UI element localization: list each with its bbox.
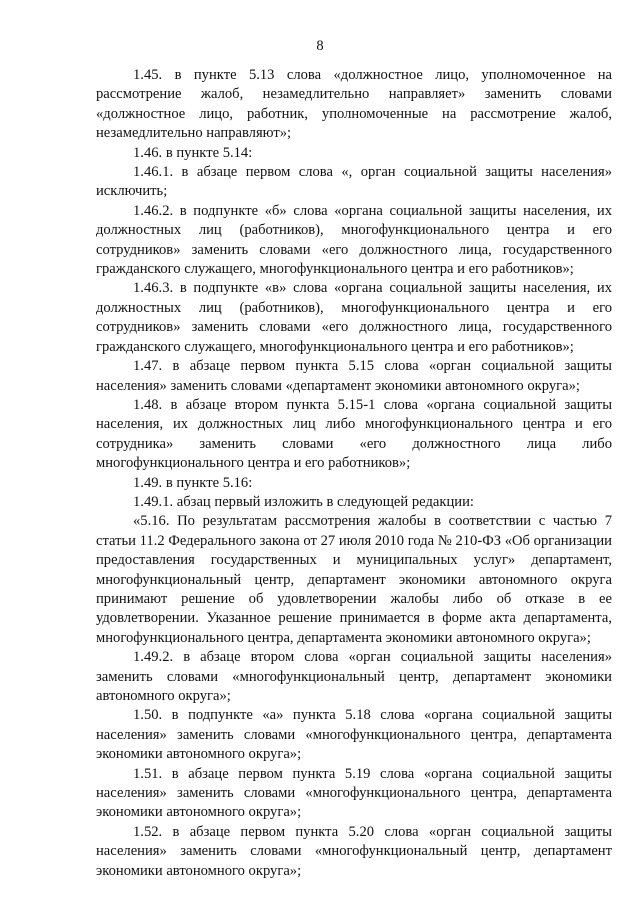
paragraph-1-46-1: 1.46.1. в абзаце первом слова «, орган социальной защиты населения» исключить;: [96, 164, 612, 200]
paragraph-1-50: 1.50. в подпункте «а» пункта 5.18 слова «органа социальной защиты населения» заменить словами «многофункционального центра, департамента экономики автономного округа»;: [96, 707, 612, 763]
paragraph-5-16-quote: «5.16. По результатам рассмотрения жалобы в соответствии с частью 7 статьи 11.2 Федерального закона от 27 июля 2010 года № 210-ФЗ «Об организации предоставления государственных и муниципальных услуг» департамент, многофункциональный центр, департамент экономики автономного округа принимают решение об удовлетворении жалобы либо об отказе в ее удовлетворении. Указанное решение принимается в форме акта департамента, многофункционального центра, департамента экономики автономного округа»;: [96, 513, 612, 646]
paragraph-1-47: 1.47. в абзаце первом пункта 5.15 слова «орган социальной защиты населения» заменить словами «департамент экономики автономного округа»;: [96, 358, 612, 394]
paragraph-1-52: 1.52. в абзаце первом пункта 5.20 слова «орган социальной защиты населения» заменить словами «многофункциональный центр, департамент экономики автономного округа»;: [96, 823, 612, 879]
document-body: [96, 66, 612, 881]
paragraph-1-48: 1.48. в абзаце втором пункта 5.15-1 слова «органа социальной защиты населения, их должностных лиц либо многофункционального центра и его сотрудника» заменить словами «его должностного лица либо многофункционального центра и его работников»;: [96, 396, 612, 472]
paragraph-1-49: 1.49. в пункте 5.16:: [133, 474, 253, 491]
paragraph-1-46: 1.46. в пункте 5.14:: [133, 144, 253, 161]
paragraph-1-51: 1.51. в абзаце первом пункта 5.19 слова «органа социальной защиты населения» заменить словами «многофункционального центра, департамента экономики автономного округа»;: [96, 765, 612, 821]
paragraph-1-46-3: 1.46.3. в подпункте «в» слова «органа социальной защиты населения, их должностных лиц (работников), многофункционального центра и его сотрудников» заменить словами «его должностного лица, государственного гражданского служащего, многофункционального центра и его работников»;: [96, 280, 612, 355]
paragraph-1-49-1: 1.49.1. абзац первый изложить в следующей редакции:: [133, 493, 474, 510]
paragraph-1-45: 1.45. в пункте 5.13 слова «должностное лицо, уполномоченное на рассмотрение жалоб, незамедлительно направляет» заменить словами «должностное лицо, работник, уполномоченные на рассмотрение жалоб, незамедлительно направляют»;: [96, 67, 612, 142]
paragraph-1-46-2: 1.46.2. в подпункте «б» слова «органа социальной защиты населения, их должностных лиц (работников), многофункционального центра и его сотрудников» заменить словами «его должностного лица, государственного гражданского служащего, многофункционального центра и его работников»;: [96, 202, 612, 278]
page-number: 8: [316, 38, 324, 54]
paragraph-1-49-2: 1.49.2. в абзаце втором слова «орган социальной защиты населения» заменить словами «многофункциональный центр, департамент экономики автономного округа»;: [96, 649, 612, 704]
